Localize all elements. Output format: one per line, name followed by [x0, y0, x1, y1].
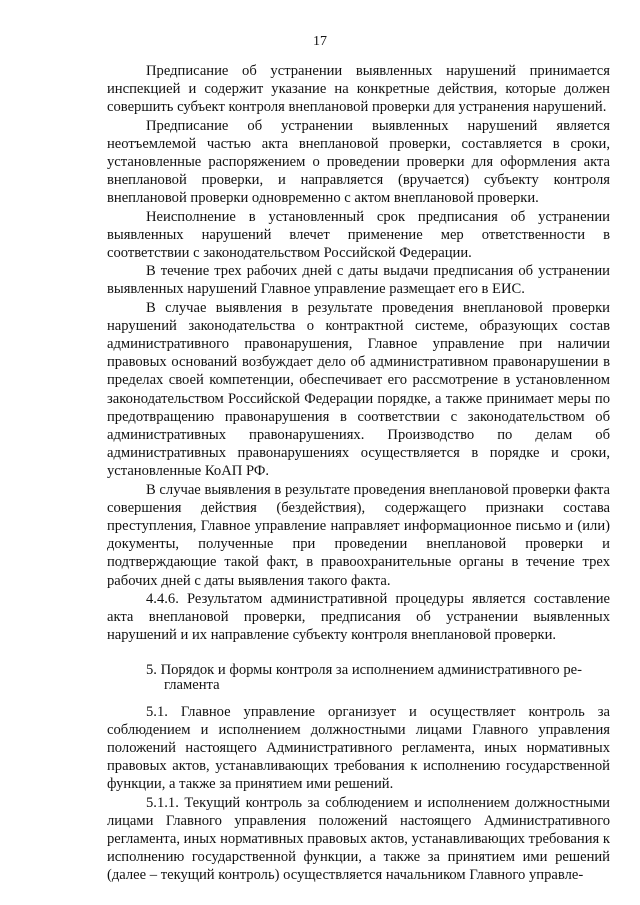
paragraph: 5.1. Главное управление организует и осуществляет контроль за соблюдением и исполнением должностными лицами Главного управления положений настоящего Административного регламента, иных нормативных правовых актов, устанавливающих требования к исполнению государственной функции, а также за принятием ими решений.	[107, 703, 610, 793]
paragraph: В случае выявления в результате проведения внеплановой проверки нарушений законодательства о контрактной системе, образующих состав административного правонарушения, Главное управление при наличии правовых оснований возбуждает дело об административном правонарушении в пределах своей компетенции, обеспечивает его рассмотрение в установленном законодательством Российской Федерации порядке, а также принимает меры по предотвращению правонарушения в соответствии с законодательством об административных правонарушениях. Производство по делам об административных правонарушениях осуществляется в порядке и сроки, установленные КоАП РФ.	[107, 299, 610, 480]
paragraph: 4.4.6. Результатом административной процедуры является составление акта внеплановой проверки, предписания об устранении выявленных нарушений и их направление субъекту контроля внеплановой проверки.	[107, 590, 610, 644]
section-heading-line1: 5. Порядок и формы контроля за исполнением административного ре-	[146, 661, 582, 678]
section-heading	[107, 663, 610, 693]
paragraph: Неисполнение в установленный срок предписания об устранении выявленных нарушений влечет применение мер ответственности в соответствии с законодательством Российской Федерации.	[107, 208, 610, 262]
section-heading-line2: гламента	[164, 676, 220, 693]
page-number: 17	[313, 34, 327, 49]
paragraph: 5.1.1. Текущий контроль за соблюдением и исполнением должностными лицами Главного управления положений настоящего Административного регламента, иных нормативных правовых актов, устанавливающих требования к исполнению государственной функции, а также за принятием ими решений (далее – текущий контроль) осуществляется начальником Главного управле-	[107, 794, 610, 884]
document-body	[107, 62, 610, 885]
paragraph: В течение трех рабочих дней с даты выдачи предписания об устранении выявленных нарушений Главное управление размещает его в ЕИС.	[107, 263, 610, 298]
paragraph: В случае выявления в результате проведения внеплановой проверки факта совершения действия (бездействия), содержащего признаки состава преступления, Главное управление направляет информационное письмо и (или) документы, полученные при проведении внеплановой проверки и подтверждающие такой факт, в правоохранительные органы в течение трех рабочих дней с даты выявления такого факта.	[107, 481, 610, 589]
paragraph: Предписание об устранении выявленных нарушений является неотъемлемой частью акта внеплановой проверки, составляется в сроки, установленные распоряжением о проведении проверки для оформления акта внеплановой проверки, и направляется (вручается) субъекту контроля внеплановой проверки одновременно с актом внеплановой проверки.	[107, 117, 610, 207]
paragraph: Предписание об устранении выявленных нарушений принимается инспекцией и содержит указание на конкретные действия, которые должен совершить субъект контроля внеплановой проверки для устранения нарушений.	[107, 63, 610, 116]
